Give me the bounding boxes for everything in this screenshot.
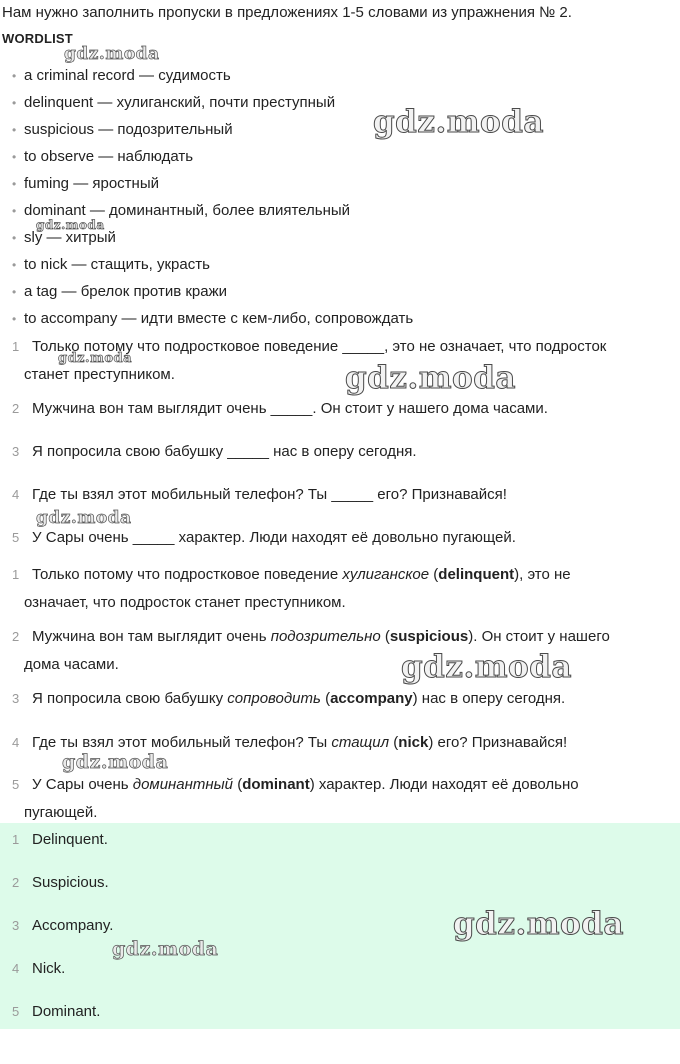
watermark-logo: gdz.moda bbox=[373, 104, 544, 140]
answer-sentence: Только потому что подростковое поведение хулиганское (delinquent), это не bbox=[32, 566, 571, 583]
short-answer: Accompany. bbox=[32, 917, 114, 934]
short-answer-number: 2 bbox=[12, 875, 20, 890]
bullet-icon: • bbox=[12, 69, 17, 83]
watermark-logo: gdz.moda bbox=[36, 218, 105, 232]
watermark-logo: gdz.moda bbox=[345, 360, 516, 396]
short-answer-number: 1 bbox=[12, 832, 20, 847]
answer-number: 4 bbox=[12, 735, 20, 750]
answer-number: 1 bbox=[12, 567, 20, 582]
task-number: 1 bbox=[12, 339, 20, 354]
watermark-logo: gdz.moda bbox=[36, 508, 132, 528]
answer-number: 5 bbox=[12, 777, 20, 792]
intro-text: Нам нужно заполнить пропуски в предложениях 1-5 словами из упражнения № 2. bbox=[2, 4, 572, 21]
answer-sentence-continued: дома часами. bbox=[24, 656, 119, 673]
short-answer: Suspicious. bbox=[32, 874, 109, 891]
watermark-logo: gdz.moda bbox=[62, 751, 169, 773]
short-answer-number: 5 bbox=[12, 1004, 20, 1019]
task-sentence-continued: станет преступником. bbox=[24, 366, 175, 383]
short-answer: Dominant. bbox=[32, 1003, 101, 1020]
bullet-icon: • bbox=[12, 123, 17, 137]
answer-sentence-continued: означает, что подросток станет преступником. bbox=[24, 594, 346, 611]
short-answer-number: 4 bbox=[12, 961, 20, 976]
answer-sentence: Где ты взял этот мобильный телефон? Ты стащил (nick) его? Признавайся! bbox=[32, 734, 568, 751]
watermark-logo: gdz.moda bbox=[112, 938, 219, 960]
answer-number: 2 bbox=[12, 629, 20, 644]
task-number: 5 bbox=[12, 530, 20, 545]
short-answer: Delinquent. bbox=[32, 831, 108, 848]
watermark-logo: gdz.moda bbox=[401, 649, 572, 685]
bullet-icon: • bbox=[12, 150, 17, 164]
bullet-icon: • bbox=[12, 258, 17, 272]
wordlist-item: • fuming — яростный bbox=[12, 175, 159, 192]
wordlist-item: • a criminal record — судимость bbox=[12, 67, 231, 84]
answer-sentence: Я попросила свою бабушку сопроводить (accompany) нас в оперу сегодня. bbox=[32, 690, 566, 707]
wordlist-title: WORDLIST bbox=[2, 31, 73, 46]
task-sentence: Только потому что подростковое поведение _____, это не означает, что подросток bbox=[32, 338, 607, 355]
task-number: 3 bbox=[12, 444, 20, 459]
wordlist-item: • to nick — стащить, украсть bbox=[12, 256, 210, 273]
task-sentence: Где ты взял этот мобильный телефон? Ты _____ его? Признавайся! bbox=[32, 486, 507, 503]
short-answer-number: 3 bbox=[12, 918, 20, 933]
watermark-logo: gdz.moda bbox=[58, 351, 133, 366]
answer-number: 3 bbox=[12, 691, 20, 706]
wordlist-item: • a tag — брелок против кражи bbox=[12, 283, 227, 300]
task-sentence: Я попросила свою бабушку _____ нас в оперу сегодня. bbox=[32, 443, 417, 460]
bullet-icon: • bbox=[12, 204, 17, 218]
bullet-icon: • bbox=[12, 285, 17, 299]
bullet-icon: • bbox=[12, 312, 17, 326]
answer-sentence-continued: пугающей. bbox=[24, 804, 98, 821]
task-sentence: У Сары очень _____ характер. Люди находят её довольно пугающей. bbox=[32, 529, 516, 546]
bullet-icon: • bbox=[12, 177, 17, 191]
wordlist-item: • suspicious — подозрительный bbox=[12, 121, 233, 138]
task-number: 4 bbox=[12, 487, 20, 502]
wordlist-item: • to accompany — идти вместе с кем-либо, сопровождать bbox=[12, 310, 414, 327]
wordlist-item: • sly — хитрый bbox=[12, 229, 116, 246]
task-number: 2 bbox=[12, 401, 20, 416]
answer-sentence: У Сары очень доминантный (dominant) характер. Люди находят её довольно bbox=[32, 776, 579, 793]
watermark-logo: gdz.moda bbox=[453, 906, 624, 942]
watermark-logo: gdz.moda bbox=[64, 44, 160, 64]
wordlist-item: • delinquent — хулиганский, почти преступный bbox=[12, 94, 336, 111]
wordlist-item: • to observe — наблюдать bbox=[12, 148, 194, 165]
bullet-icon: • bbox=[12, 96, 17, 110]
answer-sentence: Мужчина вон там выглядит очень подозрительно (suspicious). Он стоит у нашего bbox=[32, 628, 610, 645]
wordlist-item: • dominant — доминантный, более влиятельный bbox=[12, 202, 351, 219]
bullet-icon: • bbox=[12, 231, 17, 245]
short-answer: Nick. bbox=[32, 960, 66, 977]
task-sentence: Мужчина вон там выглядит очень _____. Он стоит у нашего дома часами. bbox=[32, 400, 548, 417]
